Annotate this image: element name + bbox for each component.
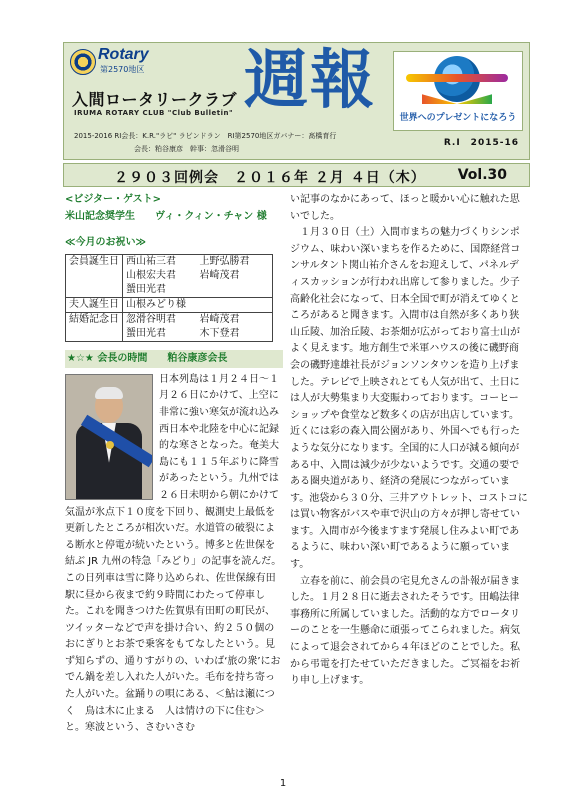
header-left: [64, 43, 244, 159]
page-number: 1: [279, 778, 287, 789]
celebration-names: [123, 297, 273, 312]
celebration-label: 会員誕生日: [66, 254, 123, 297]
celebration-heading: ≪今月のお祝い≫: [65, 237, 146, 249]
member-name: 蜑田光君: [126, 327, 166, 339]
celebration-label: 結婚記念日: [66, 312, 123, 341]
article-paragraph: い記事のなかにあって、ほっと暖かい心に触れた思いでした。: [290, 194, 520, 222]
right-column: [290, 192, 528, 690]
rotary-wheel-icon: [70, 49, 96, 75]
member-name: 蜑田光君: [126, 283, 166, 295]
meeting-date-bar: [63, 163, 530, 187]
district-label: 第2570地区: [100, 65, 145, 74]
officers-line-1: 2015-2016 RI会長：K.R."ラビ" ラビンドラン RI第2570地区ガバナー：髙橋育行: [74, 132, 337, 140]
table-row: [66, 312, 273, 341]
president-photo: [65, 374, 153, 500]
member-name: 山根宏夫君: [126, 269, 176, 281]
bulletin-title: 週報: [244, 43, 376, 118]
medal-icon: [106, 441, 114, 449]
member-name: 上野弘勝君: [199, 255, 250, 267]
president-section-title: 会長の時間 粕谷康彦会長: [97, 352, 228, 364]
member-name: [200, 283, 270, 297]
article-paragraph: １月３０日（土）入間市まちの魅力づくりシンポジウム、味わい深いまちを作るために、国際経営コンサルタント関山祐介さんをお迎えして、パネルディスカッションが行われ出席して参りました。少子高齢化社会になって、日本全国で町が消えてゆくところがあると聞きます。入間市は自然が多くあり狭山丘陵、加治丘陵、お茶畑が広がっており富士山がよく見えます。地方創生で米軍ハウスの後に磯野商会の磯野達雄社長がジョンソンタウンを造り上げました。テレビで上映されとても人気が出て、土日には人が大勢集まり大変賑わっております。コーヒーショップや食堂など数多くの店が出店しています。近くには彩の森入間公園があり、外国へでも行ったような気分になります。全国的に人口が減る傾向がある中、入間は減少が少ないようです。交通の要である圏央道があり、経済の発展につながっています。池袋から３０分、三井アウトレット、コストコには買い物客がバスや車で沢山の方々が押し寄せています。入間市が今後ますます発展し住みよい町であるように、味わい深い町であるように願っています。: [290, 227, 528, 571]
member-name: 岩崎茂君: [199, 313, 240, 325]
club-name-english: IRUMA ROTARY CLUB "Club Bulletin": [74, 109, 234, 117]
officers-line-2: 会長：粕谷康彦 幹事：忽滑谷明: [134, 145, 239, 153]
table-row: [66, 297, 273, 312]
article-paragraph: 立春を前に、前会員の宅見允さんの訃報が届きました。１月２８日に逝去されたそうです。田嶋法律事務所に所属していました。活動的な方でロータリーのことを一生懸命に頑張ってこられました。病気によって退会されてから４年ほどのことでした。私から弔電を打たせていただきました。ご冥福をお祈り申し上げます。: [290, 575, 520, 687]
president-text: 日本列島は１月２４日～１月２６日にかけて、上空に非常に強い寒気が流れ込み西日本や北陸を中心に記録的な寒さとなった。奄美大島にも１１５年ぶりに降雪があったという。九州では２６日未明から朝にかけて気温が氷点下１０度を下回り、観測史上最低を更新したところが相次いだ。水道管の破裂による断水と停電が続いたという。博多と佐世保を結ぶ JR 九州の特急「みどり」の記事を読んだ。この日列車は雪に降り込められ、佐世保線有田駅に昼から夜まで約９時間にわたって停車した。これを聞きつけた佐賀県有田町の町民が、ツイッターなどで声を掛け合い、約２５０個のおにぎりとお茶で乗客をもてなしたという。見ず知らずの、通りすがりの、いわば‘旅の衆’におでん鍋を差し入れた人がいた。毛布を持ち寄った人がいた。盆踊りの唄にある、＜鮎は瀬につく 鳥は木に止まる 人は情けの下に住む＞と。寒波という、さむいさむ: [65, 373, 282, 734]
president-section-bar: [65, 350, 283, 368]
ribbon-graphic: [406, 74, 508, 82]
table-row: [66, 254, 273, 297]
club-name: 入間ロータリークラブ: [72, 90, 238, 109]
stars-icon: ★☆★: [67, 352, 94, 364]
theme-text: 世界へのプレゼントになろう: [399, 113, 517, 123]
member-name: [200, 298, 270, 312]
bulletin-header: [63, 42, 530, 160]
volume-number: Vol.30: [457, 167, 507, 183]
celebration-names: [123, 254, 273, 297]
president-message: [65, 372, 283, 737]
member-name: 岩崎茂君: [199, 269, 240, 281]
meeting-date: ２９０３回例会 ２０１６年 ２月 ４日（木）: [114, 170, 426, 186]
visitor-heading: <ビジター・ゲスト>: [65, 194, 161, 205]
rotary-logo-text: Rotary: [98, 46, 149, 63]
member-name: 西山祐三君: [126, 255, 176, 267]
member-name: 山根みどり様: [126, 298, 186, 310]
celebration-names: [123, 312, 273, 341]
member-name: 忽滑谷明君: [126, 313, 176, 325]
member-name: 木下登君: [199, 327, 240, 339]
celebration-label: 夫人誕生日: [66, 297, 123, 312]
visitor-line: 米山記念奨学生 ヴィ・クィン・チャン 様: [65, 210, 267, 222]
celebration-table: [65, 254, 273, 342]
left-column: [65, 192, 283, 737]
ri-year: R.I 2015-16: [443, 138, 519, 148]
theme-logo: [393, 51, 523, 131]
